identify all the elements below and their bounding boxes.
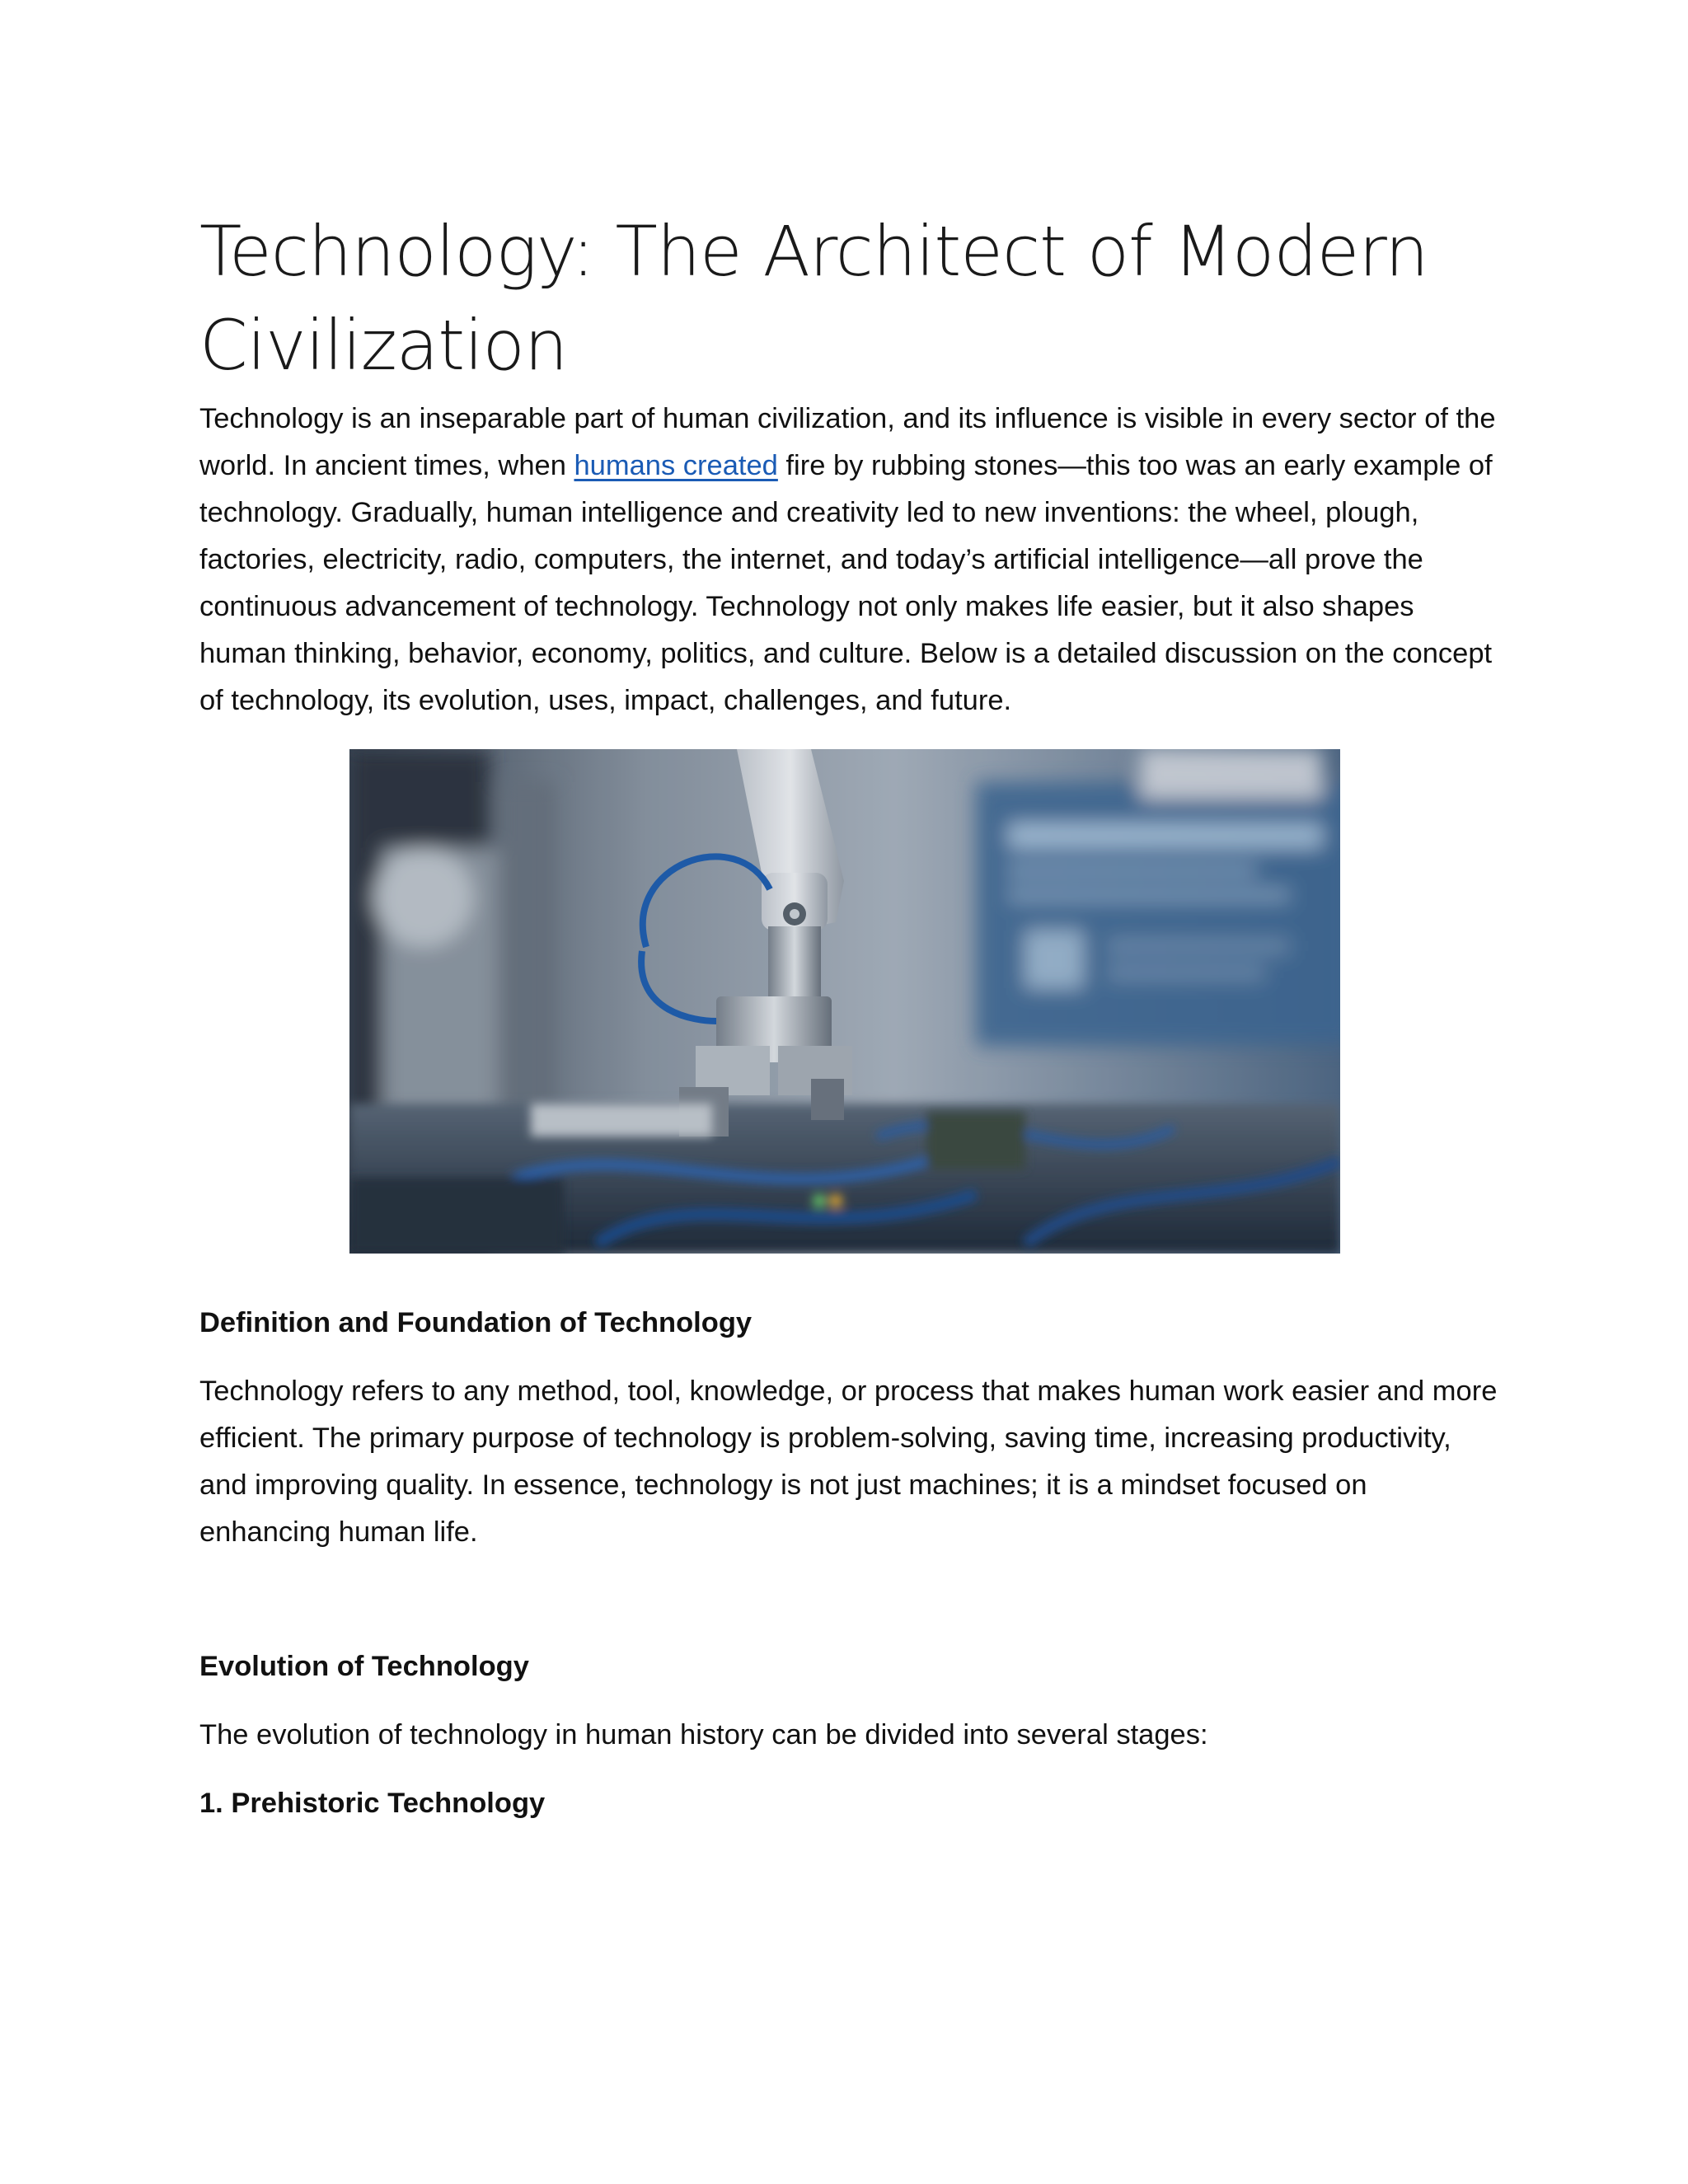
robotic-arm-image [349,749,1340,1254]
title-line-2: Civilization [199,305,568,386]
intro-text-before-link: Technology is an inseparable part of human civilization, and its influence is visible in every sector of the world. In ancient times, when [199,403,1496,481]
robotic-arm-illustration [349,749,1340,1254]
figure-container [199,749,1502,1254]
title-line-1: Technology: The Architect of Modern [199,211,1428,292]
intro-text-after-link: fire by rubbing stones—this too was an early example of technology. Gradually, human intelligence and creativity led to new inventions: the wheel, plough, factories, electricity, radio, computers, the internet, and today’s artificial intelligence—all prove the continuous advancement of technology. Technology not only makes life easier, but it also shapes human thinking, behavior, economy, politics, and culture. Below is a detailed discussion on the concept of technology, its evolution, uses, impact, challenges, and future. [199,450,1493,716]
humans-created-link[interactable]: humans created [574,450,778,481]
section-heading-prehistoric: 1. Prehistoric Technology [199,1788,546,1819]
document-content [199,204,1502,1827]
section-body-definition: Technology refers to any method, tool, knowledge, or process that makes human work easier and more efficient. The primary purpose of technology is problem-solving, saving time, increasing productivity, and improving quality. In essence, technology is not just machines; it is a mindset focused on enhancing human life. [199,1376,1498,1548]
page-title [199,204,1502,392]
section-heading-definition: Definition and Foundation of Technology [199,1307,753,1338]
section-heading-evolution: Evolution of Technology [199,1651,529,1682]
intro-paragraph [199,396,1502,724]
section-body-evolution: The evolution of technology in human history can be divided into several stages: [199,1719,1208,1750]
